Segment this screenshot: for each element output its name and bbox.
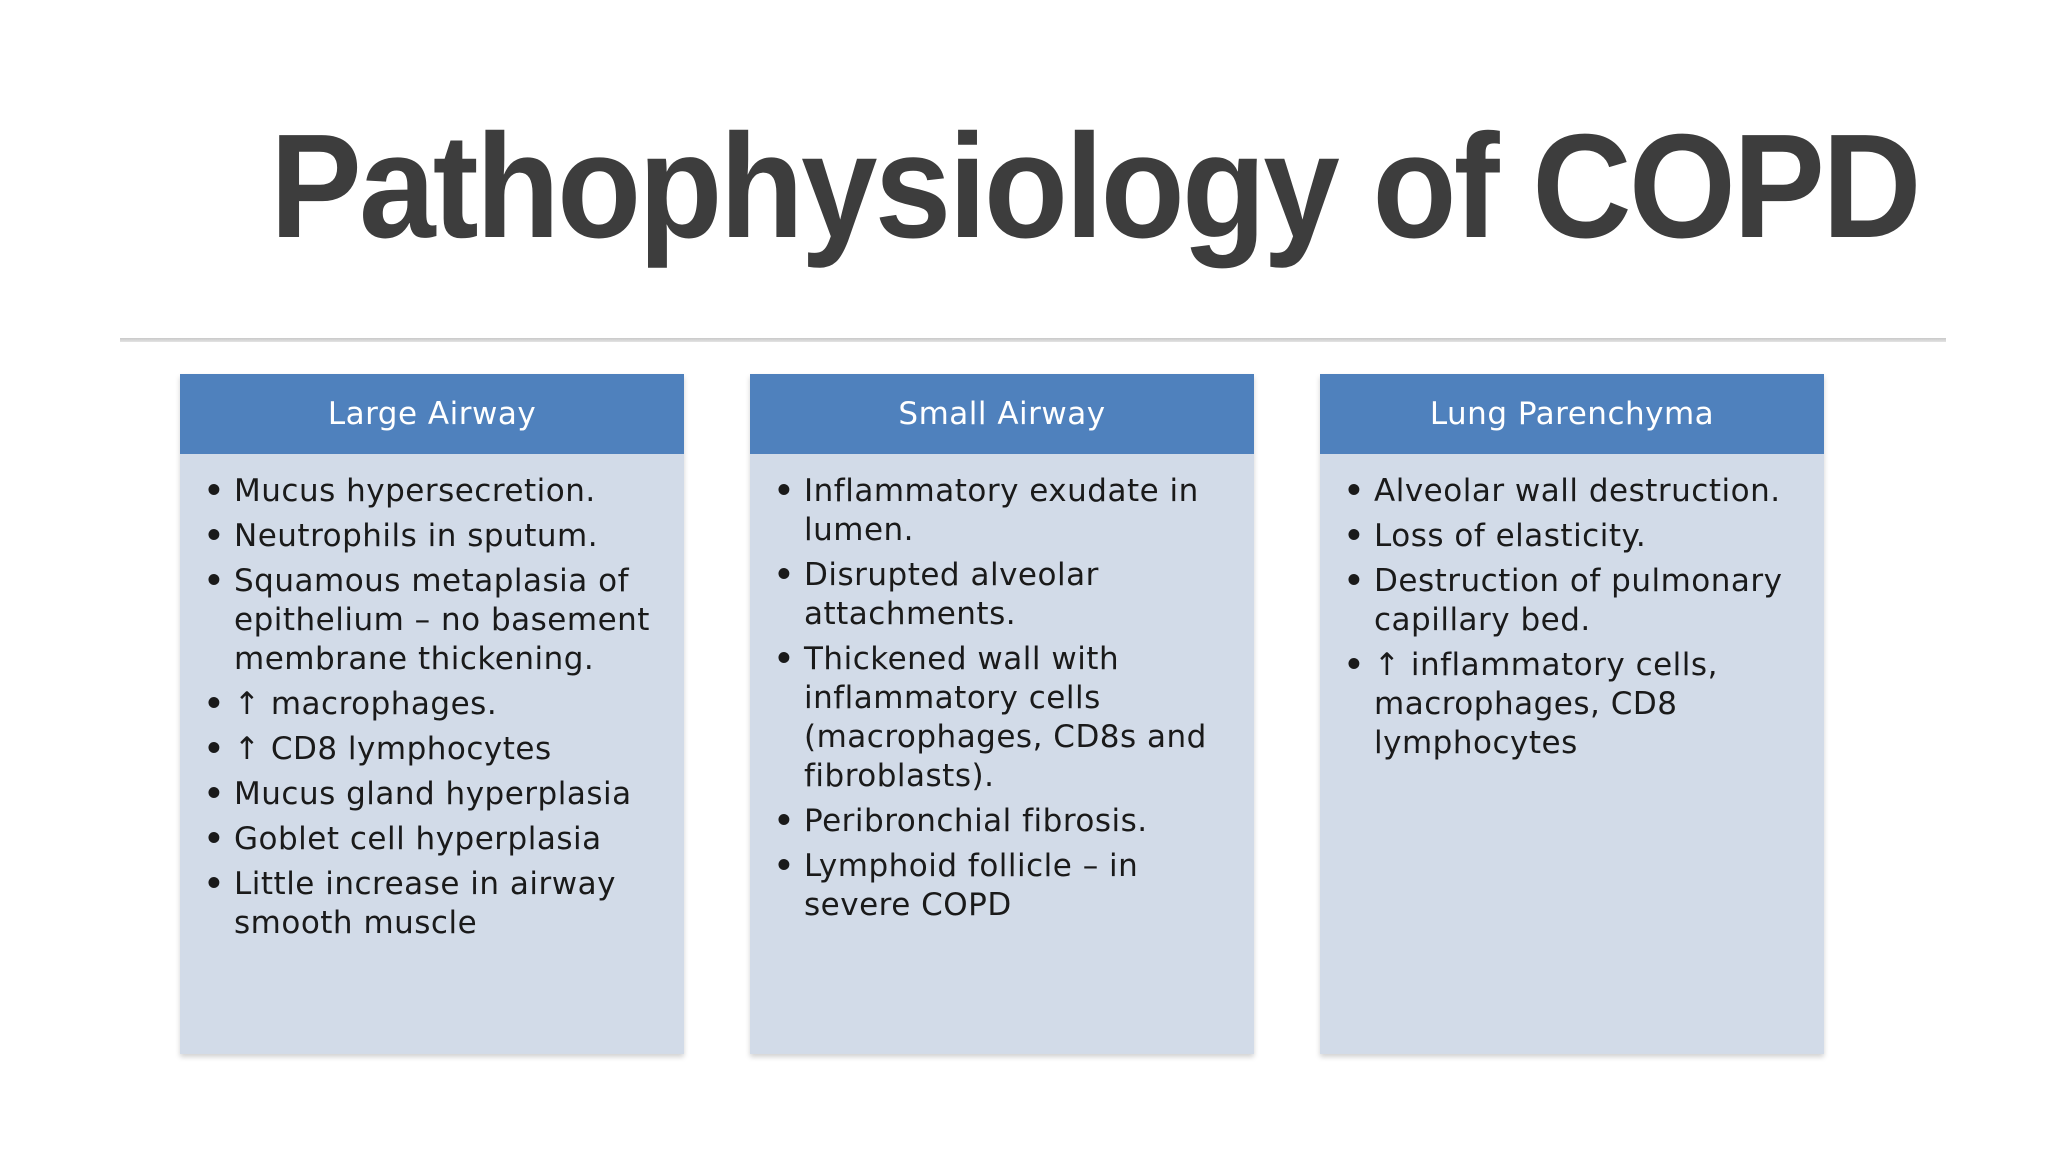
list-item xyxy=(204,472,666,511)
list-item-text: Mucus hypersecretion. xyxy=(234,473,596,509)
list-item-text: Squamous metaplasia of epithelium – no basement membrane thickening. xyxy=(234,563,650,677)
list-item xyxy=(1344,472,1806,511)
list-item-text: Destruction of pulmonary capillary bed. xyxy=(1374,563,1783,638)
column-lung-parenchyma xyxy=(1320,374,1824,1054)
list-item xyxy=(774,472,1236,550)
column-header: Large Airway xyxy=(180,374,684,454)
bullet-icon: • xyxy=(204,518,225,554)
bullet-icon: • xyxy=(204,686,225,722)
slide-title: Pathophysiology of COPD xyxy=(270,104,1919,269)
column-header: Small Airway xyxy=(750,374,1254,454)
bullet-icon: • xyxy=(204,821,225,857)
list-item-text: ↑ CD8 lymphocytes xyxy=(234,731,552,767)
bullet-icon: • xyxy=(774,803,795,839)
list-item-text: Inflammatory exudate in lumen. xyxy=(804,473,1199,548)
list-item xyxy=(1344,517,1806,556)
bullet-icon: • xyxy=(204,563,225,599)
bullet-list xyxy=(750,454,1254,925)
bullet-icon: • xyxy=(204,731,225,767)
list-item xyxy=(204,865,666,943)
list-item xyxy=(1344,562,1806,640)
bullet-icon: • xyxy=(774,557,795,593)
list-item xyxy=(774,556,1236,634)
bullet-list xyxy=(180,454,684,943)
list-item-text: ↑ macrophages. xyxy=(234,686,498,722)
list-item xyxy=(204,820,666,859)
list-item xyxy=(1344,646,1806,763)
list-item-text: Alveolar wall destruction. xyxy=(1374,473,1781,509)
bullet-icon: • xyxy=(774,848,795,884)
title-divider xyxy=(120,338,1946,342)
bullet-list xyxy=(1320,454,1824,763)
list-item xyxy=(774,640,1236,796)
list-item-text: Little increase in airway smooth muscle xyxy=(234,866,616,941)
bullet-icon: • xyxy=(774,641,795,677)
list-item xyxy=(774,847,1236,925)
list-item xyxy=(204,775,666,814)
column-header: Lung Parenchyma xyxy=(1320,374,1824,454)
bullet-icon: • xyxy=(1344,518,1365,554)
bullet-icon: • xyxy=(1344,473,1365,509)
list-item-text: Mucus gland hyperplasia xyxy=(234,776,632,812)
list-item xyxy=(204,517,666,556)
column-small-airway xyxy=(750,374,1254,1054)
list-item-text: ↑ inflammatory cells, macrophages, CD8 lymphocytes xyxy=(1374,647,1718,761)
list-item-text: Thickened wall with inflammatory cells (macrophages, CD8s and fibroblasts). xyxy=(804,641,1207,794)
bullet-icon: • xyxy=(1344,647,1365,683)
list-item xyxy=(204,562,666,679)
list-item-text: Neutrophils in sputum. xyxy=(234,518,599,554)
bullet-icon: • xyxy=(774,473,795,509)
list-item xyxy=(204,685,666,724)
list-item xyxy=(774,802,1236,841)
list-item-text: Disrupted alveolar attachments. xyxy=(804,557,1099,632)
list-item-text: Goblet cell hyperplasia xyxy=(234,821,602,857)
bullet-icon: • xyxy=(204,473,225,509)
bullet-icon: • xyxy=(1344,563,1365,599)
list-item-text: Lymphoid follicle – in severe COPD xyxy=(804,848,1139,923)
column-large-airway xyxy=(180,374,684,1054)
list-item-text: Peribronchial fibrosis. xyxy=(804,803,1148,839)
list-item-text: Loss of elasticity. xyxy=(1374,518,1647,554)
list-item xyxy=(204,730,666,769)
bullet-icon: • xyxy=(204,776,225,812)
bullet-icon: • xyxy=(204,866,225,902)
